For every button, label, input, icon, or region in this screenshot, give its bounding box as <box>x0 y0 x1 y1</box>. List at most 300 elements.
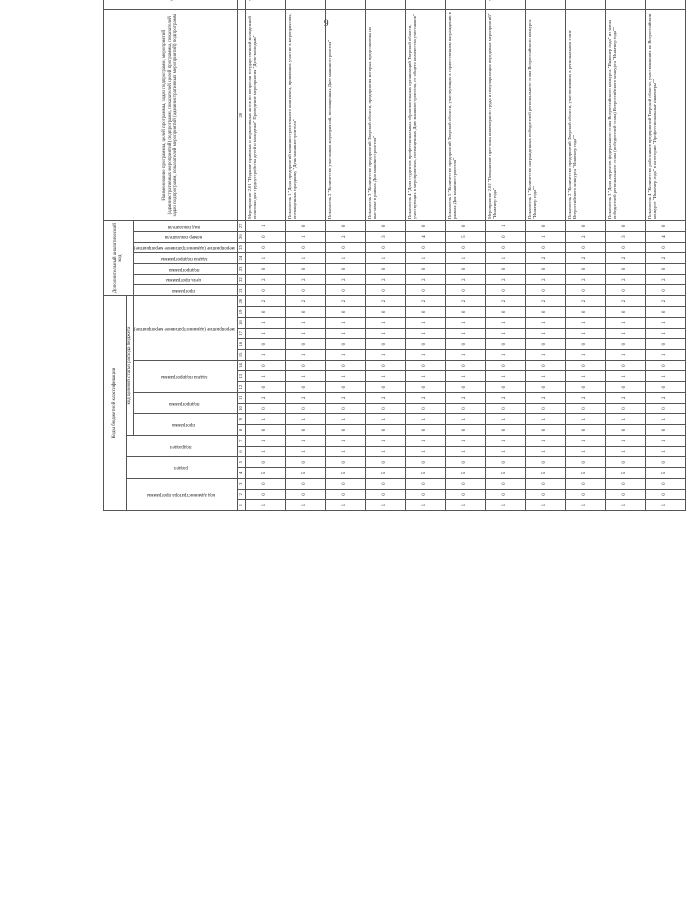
row-name: Показатель 1 "Количество награжденных победителей регионального этапа Всероссийского конкурса "Инженер года"" <box>525 10 565 221</box>
code-digit: 1 <box>525 435 565 446</box>
code-digit: 0 <box>565 360 605 371</box>
column-number: 14 <box>237 360 245 371</box>
table-row <box>485 0 525 511</box>
code-digit: 2 <box>565 296 605 307</box>
table-row <box>445 0 485 511</box>
code-digit: 1 <box>605 371 645 382</box>
code-digit: 0 <box>645 425 685 436</box>
code-digit: 0 <box>485 457 525 468</box>
column-number: 6 <box>237 446 245 457</box>
code-digit: 2 <box>365 274 405 285</box>
code-digit: 0 <box>405 285 445 296</box>
code-digit: 0 <box>565 307 605 318</box>
table-row <box>405 0 445 511</box>
column-number: 1 <box>237 500 245 511</box>
code-digit: 1 <box>405 446 445 457</box>
extra-part-label: мероприятие (административное мероприятие) <box>133 245 235 251</box>
code-digit: 0 <box>365 221 405 232</box>
code-digit: 0 <box>605 382 645 393</box>
rotated-table-area <box>103 12 668 890</box>
code-digit: 2 <box>645 392 685 403</box>
code-digit: 1 <box>445 317 485 328</box>
code-digit: 4 <box>405 231 445 242</box>
code-digit: 1 <box>565 446 605 457</box>
code-digit: 0 <box>605 489 645 500</box>
code-digit: 1 <box>245 446 285 457</box>
subsection-header <box>127 435 238 456</box>
column-number: 17 <box>237 328 245 339</box>
column-number: 11 <box>237 392 245 403</box>
code-digit: 1 <box>605 317 645 328</box>
code-digit: 1 <box>285 253 325 264</box>
code-digit: 0 <box>365 285 405 296</box>
column-number: 20 <box>237 296 245 307</box>
extra-part-0 <box>133 285 237 296</box>
column-number: 24 <box>237 253 245 264</box>
code-digit: 1 <box>565 435 605 446</box>
code-digit: 1 <box>445 253 485 264</box>
code-digit: 0 <box>405 307 445 318</box>
code-digit: 2 <box>245 392 285 403</box>
column-number: 16 <box>237 339 245 350</box>
code-digit: 0 <box>245 242 285 253</box>
code-digit: 0 <box>445 285 485 296</box>
code-digit: 1 <box>445 349 485 360</box>
column-number: 22 <box>237 274 245 285</box>
row-unit <box>245 0 285 10</box>
code-digit: 2 <box>485 274 525 285</box>
code-digit: 0 <box>365 264 405 275</box>
code-digit: 0 <box>405 264 445 275</box>
code-digit: 0 <box>245 231 285 242</box>
row-name: Показатель 4 "Количество работников предприятий Тверской области, участвовавших во Всероссийском конкурсе "Инженер года" в категории "Профессиональные инженеры"" <box>645 10 685 221</box>
code-digit: 1 <box>445 446 485 457</box>
admin-header <box>127 478 238 510</box>
code-digit: 2 <box>525 296 565 307</box>
code-digit: 1 <box>445 328 485 339</box>
code-digit: 0 <box>525 242 565 253</box>
code-digit: 1 <box>325 446 365 457</box>
code-digit: 0 <box>605 360 645 371</box>
code-digit: 0 <box>365 339 405 350</box>
code-digit: 2 <box>405 392 445 403</box>
table-row <box>365 0 405 511</box>
code-digit: 0 <box>445 489 485 500</box>
program-indicators-table <box>103 0 686 511</box>
column-number: 25 <box>237 242 245 253</box>
code-digit: 0 <box>405 382 445 393</box>
code-digit: 0 <box>325 489 365 500</box>
target-part-2 <box>133 360 237 392</box>
code-digit: 0 <box>445 457 485 468</box>
table-row <box>645 0 685 511</box>
code-digit: 0 <box>485 478 525 489</box>
code-digit: 2 <box>445 274 485 285</box>
column-numbers-row <box>237 0 245 511</box>
code-digit: 2 <box>565 253 605 264</box>
code-digit: 0 <box>645 285 685 296</box>
code-digit: 1 <box>525 317 565 328</box>
code-digit: 2 <box>365 392 405 403</box>
row-unit <box>445 0 485 10</box>
column-number: 19 <box>237 307 245 318</box>
row-name: Показатель 5 "Количество предприятий Тверской области, участвующих в торжественном награждении в рамках Дня машиностроителя" <box>445 10 485 221</box>
code-digit: 2 <box>285 296 325 307</box>
code-digit: 1 <box>405 500 445 511</box>
code-digit: 1 <box>365 328 405 339</box>
code-digit: 1 <box>325 349 365 360</box>
code-digit: 1 <box>485 349 525 360</box>
code-digit: 0 <box>645 360 685 371</box>
column-number: 28 <box>237 10 245 221</box>
code-digit: 1 <box>285 231 325 242</box>
code-digit: 0 <box>565 489 605 500</box>
code-digit: 1 <box>285 349 325 360</box>
code-digit: 0 <box>565 403 605 414</box>
code-digit: 0 <box>565 221 605 232</box>
code-digit: 1 <box>245 328 285 339</box>
code-digit: 1 <box>645 317 685 328</box>
section-header <box>127 457 238 478</box>
table-row <box>245 0 285 511</box>
code-digit: 2 <box>485 392 525 403</box>
row-name: Показатель 2 "Количество участников мероприятий, посвященных Дню машиностроителя" <box>325 10 365 221</box>
code-digit: 2 <box>605 296 645 307</box>
table-row <box>285 0 325 511</box>
code-digit: 0 <box>405 360 445 371</box>
code-digit: 2 <box>485 296 525 307</box>
code-digit: 1 <box>245 317 285 328</box>
code-digit: 5 <box>285 468 325 479</box>
extra-part-4 <box>133 242 237 253</box>
code-digit: 0 <box>445 425 485 436</box>
code-digit: 0 <box>485 264 525 275</box>
code-digit: 1 <box>325 317 365 328</box>
row-unit <box>285 0 325 10</box>
code-digit: 5 <box>445 468 485 479</box>
code-digit: 1 <box>605 349 645 360</box>
code-digit: 0 <box>325 360 365 371</box>
code-digit: 5 <box>485 468 525 479</box>
code-digit: 0 <box>485 382 525 393</box>
column-number: 4 <box>237 468 245 479</box>
code-digit: 0 <box>485 285 525 296</box>
code-digit: 1 <box>405 349 445 360</box>
code-digit: 0 <box>605 457 645 468</box>
code-digit: 0 <box>565 425 605 436</box>
code-digit: 0 <box>405 242 445 253</box>
code-digit: 2 <box>245 296 285 307</box>
code-digit: 0 <box>645 382 685 393</box>
code-digit: 0 <box>525 264 565 275</box>
code-digit: 1 <box>245 414 285 425</box>
row-name: Показатель 3 "Количество предприятий Тверской области, предприятия которых представлены на выставке в рамках Дня машиностроителя" <box>365 10 405 221</box>
row-name: Показатель 3 "Доля лауреатов федерального этапа Всероссийского конкурса "Инженер года" из числа победителей регионального этапа (победителей этапа) Всероссийского конкурса "Инженер года"" <box>605 10 645 221</box>
name-header: Наименование программы, целей программы, задач подпрограмм, мероприятий (административных мероприятий) подпрограмм, показателей целей программы, показателей задач подпрограмм, показателей мероприятий (административных мероприятий) подпрограмм <box>104 10 238 221</box>
rotated-table <box>103 0 668 511</box>
code-digit: 2 <box>405 274 445 285</box>
code-digit: 0 <box>645 221 685 232</box>
code-digit: 0 <box>485 425 525 436</box>
code-digit: 1 <box>525 500 565 511</box>
code-digit: 1 <box>565 371 605 382</box>
code-digit: 1 <box>645 500 685 511</box>
code-digit: 0 <box>325 339 365 350</box>
code-digit: 0 <box>365 307 405 318</box>
code-digit: 0 <box>365 478 405 489</box>
row-unit <box>605 0 645 10</box>
code-digit: 2 <box>605 274 645 285</box>
code-digit: 1 <box>485 435 525 446</box>
code-digit: 0 <box>445 242 485 253</box>
code-digit: 0 <box>285 285 325 296</box>
code-digit: 2 <box>365 296 405 307</box>
code-digit: 1 <box>565 500 605 511</box>
header-row-1 <box>104 0 127 511</box>
code-digit: 1 <box>485 221 525 232</box>
code-digit: 0 <box>285 478 325 489</box>
code-digit: 1 <box>405 371 445 382</box>
row-unit <box>405 0 445 10</box>
column-number: 12 <box>237 382 245 393</box>
code-digit: 0 <box>325 242 365 253</box>
code-digit: 0 <box>565 264 605 275</box>
code-digit: 2 <box>245 274 285 285</box>
code-digit: 0 <box>405 489 445 500</box>
code-digit: 3 <box>365 231 405 242</box>
code-digit: 2 <box>285 274 325 285</box>
code-digit: 0 <box>645 339 685 350</box>
code-digit: 0 <box>645 478 685 489</box>
code-digit: 0 <box>445 382 485 393</box>
code-digit: 0 <box>525 360 565 371</box>
code-digit: 1 <box>245 371 285 382</box>
code-digit: 2 <box>645 253 685 264</box>
section-label: раздел <box>173 465 188 471</box>
code-digit: 1 <box>405 435 445 446</box>
code-digit: 1 <box>285 446 325 457</box>
code-digit: 1 <box>285 435 325 446</box>
code-digit: 0 <box>445 403 485 414</box>
code-digit: 1 <box>325 500 365 511</box>
code-digit: 1 <box>245 253 285 264</box>
code-digit: 2 <box>565 274 605 285</box>
column-number: 7 <box>237 435 245 446</box>
code-digit: 0 <box>605 264 645 275</box>
extra-part-label: цель программы <box>166 277 202 283</box>
row-name: Показатель 4 "Доля студентов профессиональных образовательных организаций Тверской области, участвующих в мероприятиях, посвященных Дню машиностроителя, от общего количества участников" <box>405 10 445 221</box>
code-digit: 2 <box>445 296 485 307</box>
code-digit: 0 <box>285 242 325 253</box>
extra-part-6 <box>133 221 237 232</box>
code-digit: 1 <box>365 371 405 382</box>
code-digit: 0 <box>485 489 525 500</box>
code-digit: 5 <box>645 468 685 479</box>
code-digit: 0 <box>565 457 605 468</box>
code-digit: 0 <box>405 339 445 350</box>
column-number: 27 <box>237 221 245 232</box>
code-digit: 1 <box>565 328 605 339</box>
target-part-label: мероприятие (административное мероприятие) <box>133 325 235 331</box>
code-digit: 1 <box>565 317 605 328</box>
code-digit: 0 <box>325 478 365 489</box>
code-digit: 2 <box>325 231 365 242</box>
code-digit: 2 <box>525 392 565 403</box>
code-digit: 0 <box>365 382 405 393</box>
code-digit: 0 <box>285 457 325 468</box>
code-digit: 1 <box>485 328 525 339</box>
code-digit: 5 <box>365 468 405 479</box>
code-digit: 0 <box>405 478 445 489</box>
code-digit: 0 <box>525 285 565 296</box>
code-digit: 1 <box>645 435 685 446</box>
code-digit: 1 <box>365 317 405 328</box>
code-digit: 0 <box>245 425 285 436</box>
code-digit: 1 <box>605 446 645 457</box>
code-digit: 1 <box>365 446 405 457</box>
code-digit: 0 <box>565 285 605 296</box>
row-unit <box>525 0 565 10</box>
code-digit: 0 <box>245 478 285 489</box>
row-name: Показатель 1 "Доля предприятий машиностроительного комплекса, принявших участие в мероприятиях, посвященных празднику "День машиностроителя" <box>285 10 325 221</box>
code-digit: 0 <box>605 478 645 489</box>
code-digit: 0 <box>245 457 285 468</box>
table-row <box>525 0 565 511</box>
code-digit: 2 <box>605 392 645 403</box>
target-part-0 <box>133 414 237 435</box>
code-digit: 1 <box>645 349 685 360</box>
code-digit: 1 <box>285 500 325 511</box>
code-digit: 2 <box>525 253 565 264</box>
table-row <box>325 0 365 511</box>
extra-part-label: вид показателя <box>167 223 200 229</box>
code-digit: 0 <box>285 264 325 275</box>
page-number: 9 <box>324 18 329 28</box>
code-digit: 0 <box>325 307 365 318</box>
target-part-label: программа <box>172 422 196 428</box>
code-digit: 2 <box>605 253 645 264</box>
code-digit: 1 <box>525 371 565 382</box>
code-digit: 1 <box>405 328 445 339</box>
code-digit: 0 <box>325 285 365 296</box>
code-digit: 1 <box>525 414 565 425</box>
column-number: 21 <box>237 285 245 296</box>
code-digit: 0 <box>485 231 525 242</box>
code-digit: 0 <box>645 457 685 468</box>
code-digit: 0 <box>245 382 285 393</box>
code-digit: 0 <box>565 242 605 253</box>
code-digit: 1 <box>325 328 365 339</box>
extra-part-5 <box>133 231 237 242</box>
target-part-1 <box>133 392 237 413</box>
target-part-label: задача подпрограммы <box>160 374 208 380</box>
code-digit: 0 <box>525 489 565 500</box>
code-digit: 1 <box>525 231 565 242</box>
code-digit: 0 <box>405 457 445 468</box>
code-digit: 1 <box>645 328 685 339</box>
code-digit: 1 <box>605 328 645 339</box>
code-digit: 1 <box>365 435 405 446</box>
code-digit: 1 <box>445 435 485 446</box>
code-digit: 1 <box>645 371 685 382</box>
code-digit: 2 <box>525 274 565 285</box>
code-digit: 1 <box>445 414 485 425</box>
code-digit: 1 <box>605 414 645 425</box>
code-digit: 2 <box>445 392 485 403</box>
extra-part-label: подпрограмма <box>168 266 200 272</box>
code-digit: 2 <box>565 392 605 403</box>
code-digit: 1 <box>405 317 445 328</box>
code-digit: 0 <box>445 339 485 350</box>
target-part-3 <box>133 296 237 361</box>
code-digit: 0 <box>485 403 525 414</box>
code-digit: 0 <box>605 339 645 350</box>
code-digit: 5 <box>405 468 445 479</box>
code-digit: 0 <box>525 382 565 393</box>
code-digit: 0 <box>285 339 325 350</box>
code-digit: 0 <box>245 360 285 371</box>
code-digit: 0 <box>325 264 365 275</box>
code-digit: 5 <box>325 468 365 479</box>
code-digit: 0 <box>365 425 405 436</box>
code-digit: 0 <box>365 242 405 253</box>
code-digit: 0 <box>445 264 485 275</box>
row-unit <box>565 0 605 10</box>
extra-part-2 <box>133 264 237 275</box>
code-digit: 0 <box>485 307 525 318</box>
column-number: 15 <box>237 349 245 360</box>
code-digit: 0 <box>285 360 325 371</box>
code-digit: 0 <box>285 425 325 436</box>
code-digit: 0 <box>245 307 285 318</box>
extra-part-label: номер показателя <box>165 234 203 240</box>
code-digit: 0 <box>485 242 525 253</box>
code-digit: 0 <box>285 489 325 500</box>
code-digit: 0 <box>405 221 445 232</box>
code-digit: 1 <box>285 414 325 425</box>
column-number: 26 <box>237 231 245 242</box>
code-digit: 0 <box>245 264 285 275</box>
code-digit: 0 <box>605 403 645 414</box>
code-digit: 2 <box>325 296 365 307</box>
code-digit: 1 <box>245 349 285 360</box>
column-number: 13 <box>237 371 245 382</box>
code-digit: 0 <box>285 307 325 318</box>
code-digit: 1 <box>325 371 365 382</box>
code-digit: 0 <box>445 360 485 371</box>
column-number: 9 <box>237 414 245 425</box>
code-digit: 2 <box>645 296 685 307</box>
code-digit: 0 <box>325 403 365 414</box>
code-digit: 1 <box>405 414 445 425</box>
code-digit: 1 <box>525 446 565 457</box>
code-digit: 0 <box>325 457 365 468</box>
code-digit: 0 <box>525 403 565 414</box>
code-digit: 0 <box>605 221 645 232</box>
code-digit: 0 <box>525 339 565 350</box>
code-digit: 1 <box>485 317 525 328</box>
code-digit: 2 <box>405 296 445 307</box>
extra-part-label: задача подпрограммы <box>160 255 208 261</box>
code-digit: 0 <box>405 403 445 414</box>
column-number: 18 <box>237 317 245 328</box>
code-digit: 1 <box>485 371 525 382</box>
code-digit: 0 <box>445 221 485 232</box>
code-digit: 0 <box>325 221 365 232</box>
code-digit: 0 <box>365 457 405 468</box>
table-row <box>605 0 645 511</box>
row-name: Мероприятие 2.01 "Издание правовых и нормативных актов по вопросам государственной молодежной политики для трудоустройства детей и молодежи" Проведение мероприятия "Дело-молодым" <box>245 10 285 221</box>
